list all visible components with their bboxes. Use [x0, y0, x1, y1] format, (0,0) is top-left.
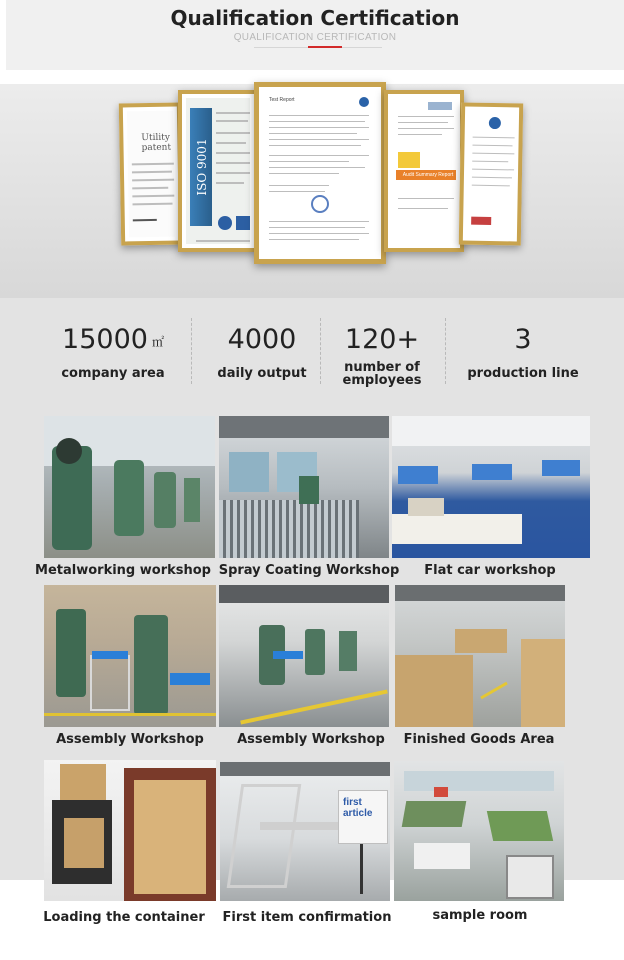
- report-title: Test Report: [269, 97, 295, 103]
- iso-vertical-text: ISO 9001: [195, 138, 209, 196]
- caption-spray-coating-workshop: Spray Coating Workshop: [218, 563, 400, 578]
- stat-company-area: [48, 324, 178, 380]
- photo-sample-room: [394, 761, 564, 901]
- caption-flat-car-workshop: Flat car workshop: [424, 563, 556, 578]
- photo-flat-car-workshop: [392, 416, 590, 558]
- report-logo-icon: [359, 97, 369, 107]
- stat-label: daily output: [217, 366, 307, 381]
- stat-label: number of employees: [342, 360, 422, 388]
- stat-value: 4000: [227, 324, 297, 355]
- photo-assembly-workshop-1: [44, 585, 216, 727]
- caption-loading-the-container: Loading the container: [43, 910, 205, 925]
- stat-value: 120+: [344, 324, 420, 355]
- certificate-utility-patent: [119, 102, 183, 245]
- photo-finished-goods-area: [395, 585, 565, 727]
- certificate-document: [459, 102, 523, 245]
- certificate-audit-report: [384, 90, 464, 252]
- caption-assembly-workshop-2: Assembly Workshop: [237, 732, 385, 747]
- caption-metalworking-workshop: Metalworking workshop: [35, 563, 211, 578]
- stat-daily-output: [197, 324, 327, 380]
- sign-text: first article: [343, 797, 373, 819]
- caption-finished-goods-area: Finished Goods Area: [403, 732, 555, 747]
- audit-banner: Audit Summary Report: [396, 170, 456, 180]
- photo-assembly-workshop-2: [219, 585, 389, 727]
- caption-sample-room: sample room: [432, 908, 528, 923]
- photo-spray-coating-workshop: [219, 416, 389, 558]
- stat-value: 3: [514, 324, 532, 355]
- section-subtitle: QUALIFICATION CERTIFICATION: [233, 32, 397, 43]
- stat-label: company area: [61, 366, 165, 381]
- first-article-sign: [338, 790, 388, 844]
- certification-logo-icon: [218, 216, 232, 230]
- stat-divider: [320, 318, 321, 384]
- section-header: [6, 0, 624, 70]
- stat-divider: [445, 318, 446, 384]
- caption-assembly-workshop-1: Assembly Workshop: [56, 732, 204, 747]
- certificate-iso-9001: [178, 90, 258, 252]
- document-logo-icon: [489, 117, 501, 129]
- audit-logo-icon: [428, 102, 452, 110]
- stat-value: 15000: [62, 324, 148, 355]
- certificate-title: Utility patent: [141, 132, 172, 154]
- certificate-test-report: [254, 82, 386, 264]
- title-accent-bar: [308, 46, 342, 48]
- photo-first-item-confirmation: [220, 762, 390, 901]
- stat-production-line: [455, 324, 591, 380]
- photo-metalworking-workshop: [44, 416, 215, 558]
- stat-divider: [191, 318, 192, 384]
- stat-unit: ㎡: [151, 335, 164, 349]
- iaf-logo-icon: [236, 216, 250, 230]
- report-stamp-icon: [311, 195, 329, 213]
- stat-label: production line: [467, 366, 579, 381]
- section-title: Qualification Certification: [170, 6, 460, 30]
- photo-loading-the-container: [44, 760, 216, 901]
- caption-first-item-confirmation: First item confirmation: [222, 910, 392, 925]
- audit-graphic: [398, 152, 420, 168]
- stat-employees: [327, 324, 437, 387]
